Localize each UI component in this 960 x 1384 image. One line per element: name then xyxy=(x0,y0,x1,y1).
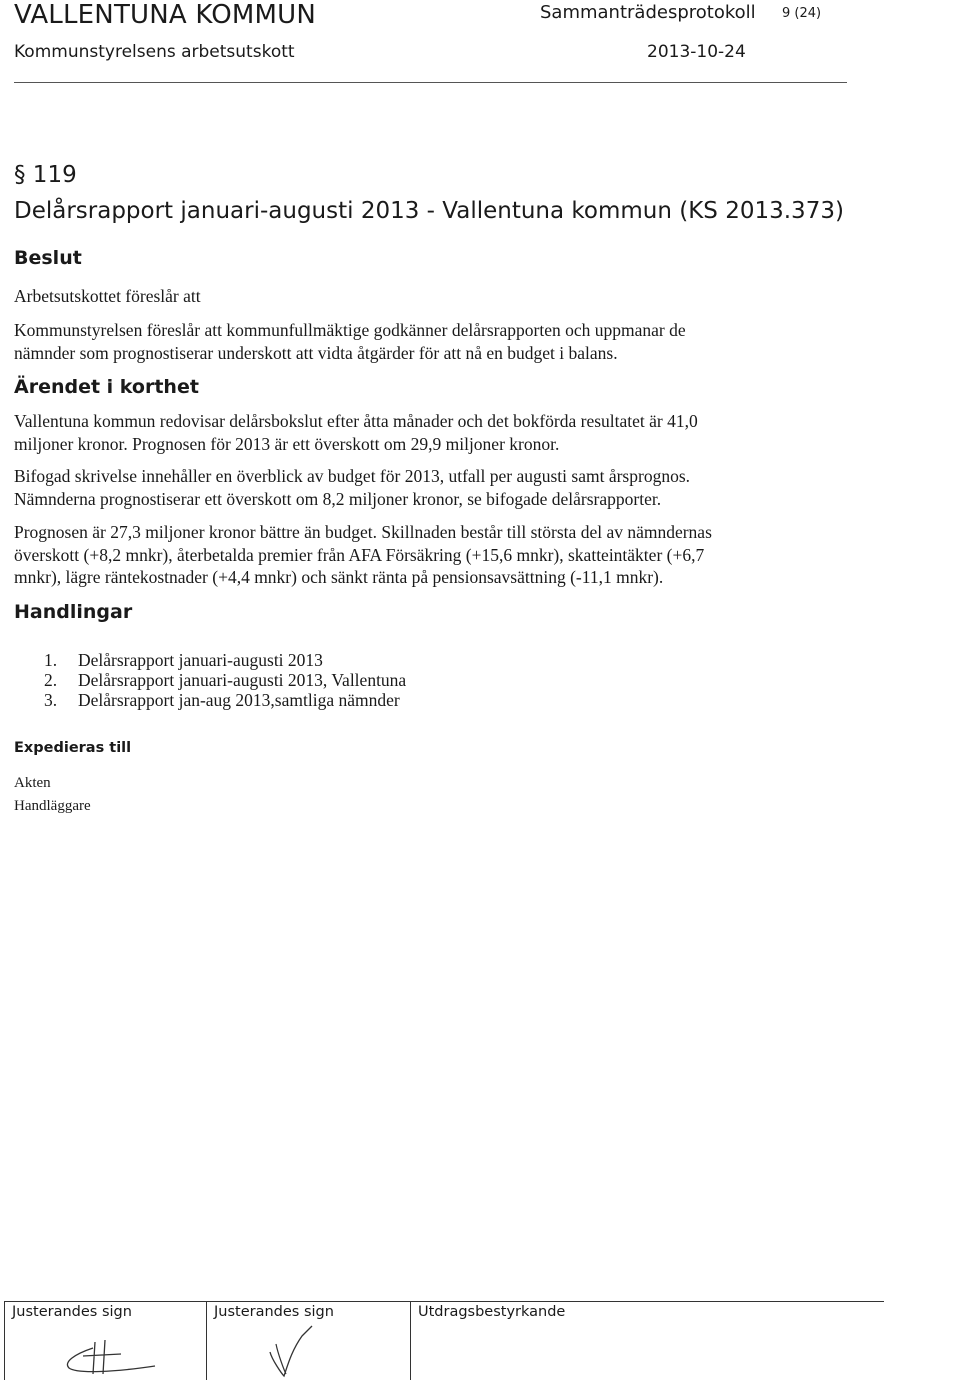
signature-label: Utdragsbestyrkande xyxy=(418,1304,566,1320)
header-divider xyxy=(14,82,847,83)
signature-table xyxy=(4,1301,884,1380)
committee-name: Kommunstyrelsens arbetsutskott xyxy=(14,42,295,62)
distribution-heading: Expedieras till xyxy=(14,740,132,756)
documents-list xyxy=(44,650,406,710)
summary-line: Bifogad skrivelse innehåller en överblick av budget för 2013, utfall per augusti samt årsprognos. xyxy=(14,466,691,486)
paragraph-number: § 119 xyxy=(14,162,77,188)
handwritten-initials-icon xyxy=(55,1336,165,1378)
signature-label: Justerandes sign xyxy=(12,1304,132,1320)
list-item: Handläggare xyxy=(14,798,91,814)
summary-paragraph xyxy=(14,465,690,510)
signature-cell xyxy=(410,1302,885,1380)
meeting-date: 2013-10-24 xyxy=(647,42,746,62)
organization-name: VALLENTUNA KOMMUN xyxy=(14,0,317,30)
list-item: 3. Delårsrapport jan-aug 2013,samtliga nämnder xyxy=(44,690,400,710)
summary-line: Prognosen är 27,3 miljoner kronor bättre än budget. Skillnaden består till största del av nämndernas xyxy=(14,522,712,542)
documents-heading: Handlingar xyxy=(14,601,133,623)
summary-line: överskott (+8,2 mnkr), återbetalda premier från AFA Försäkring (+15,6 mnkr), skatteintäkter (+6,7 xyxy=(14,544,705,565)
signature-label: Justerandes sign xyxy=(214,1304,334,1320)
summary-line: Vallentuna kommun redovisar delårsbokslut efter åtta månader och det bokförda resultatet är 41,0 xyxy=(14,411,698,431)
decision-intro: Arbetsutskottet föreslår att xyxy=(14,286,201,306)
decision-line: Kommunstyrelsen föreslår att kommunfullmäktige godkänner delårsrapporten och uppmanar de xyxy=(14,320,686,340)
summary-paragraph xyxy=(14,521,712,589)
decision-heading: Beslut xyxy=(14,247,82,269)
signature-cell xyxy=(206,1302,411,1380)
list-item: Akten xyxy=(14,775,51,791)
summary-line: mnkr), lägre räntekostnader (+4,4 mnkr) och sänkt ränta på pensionsavsättning (-11,1 mnkr). xyxy=(14,567,664,587)
handwritten-initials-icon xyxy=(262,1324,322,1378)
signature-cell xyxy=(4,1302,207,1380)
decision-text xyxy=(14,319,686,364)
document-type: Sammanträdesprotokoll xyxy=(540,2,756,23)
distribution-list xyxy=(14,772,91,818)
decision-line: nämnder som prognostiserar underskott att vidta åtgärder för att nå en budget i balans. xyxy=(14,342,618,363)
section-title: Delårsrapport januari-augusti 2013 - Vallentuna kommun (KS 2013.373) xyxy=(14,198,844,224)
list-item: 2. Delårsrapport januari-augusti 2013, Vallentuna xyxy=(44,670,407,690)
list-item: 1. Delårsrapport januari-augusti 2013 xyxy=(44,650,323,670)
summary-line: Nämnderna prognostiserar ett överskott om 8,2 miljoner kronor, se bifogade delårsrapporter. xyxy=(14,488,662,509)
page-number: 9 (24) xyxy=(782,6,822,21)
summary-paragraph xyxy=(14,410,698,455)
summary-heading: Ärendet i korthet xyxy=(14,376,199,398)
summary-line: miljoner kronor. Prognosen för 2013 är ett överskott om 29,9 miljoner kronor. xyxy=(14,433,560,454)
